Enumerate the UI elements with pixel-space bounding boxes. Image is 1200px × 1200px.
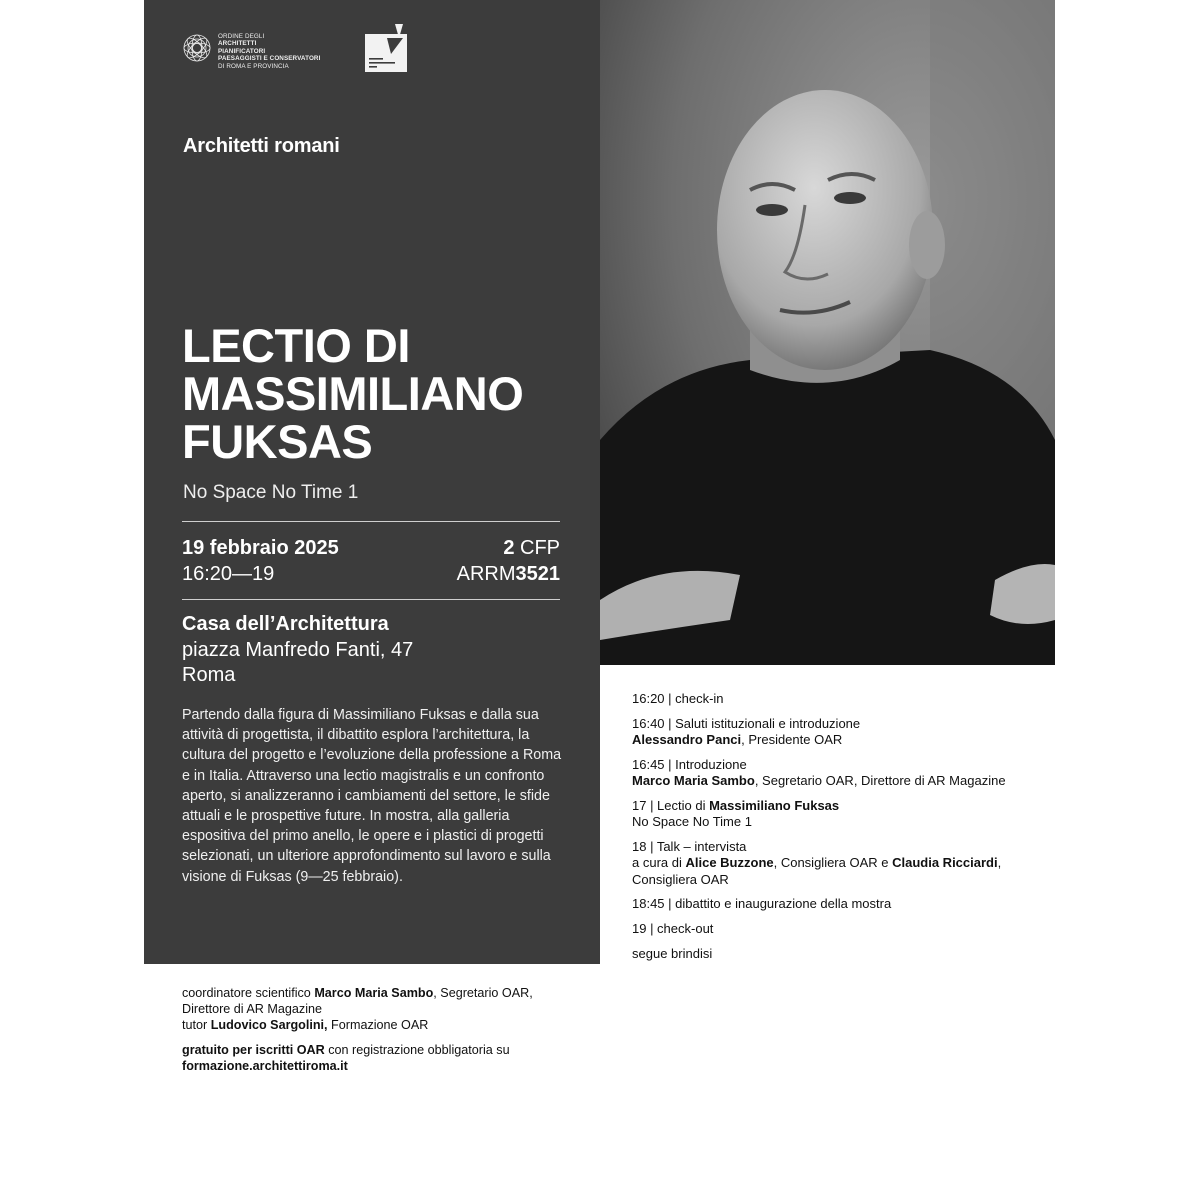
speaker-name: Alice Buzzone <box>685 855 774 871</box>
cfp-number: 2 <box>503 537 515 559</box>
program-item <box>632 946 1032 962</box>
program-line: No Space No Time 1 <box>632 814 752 830</box>
oar-logo-line: ORDINE DEGLI <box>218 33 265 40</box>
cfp-label: CFP <box>520 537 560 559</box>
program-line: Consigliera OAR <box>632 871 729 887</box>
event-description: Partendo dalla figura di Massimiliano Fuksas e dalla sua attività di progettista, il dibattito esplora l’architettura, la cultura del progetto e l’evoluzione della professione a Roma e in Italia. Attraverso una lectio magistralis e un confronto aperto, si analizzeranno i cambiamenti del settore, le sfide attuali e le prospettive future. In mostra, alla galleria espositiva del primo anello, le opere e i plastici di progetti selezionati, un ulteriore approfondimento sul lavoro e sulla visione di Fuksas (9—25 febbraio). <box>182 707 562 885</box>
oar-logo <box>182 33 320 70</box>
page-title <box>182 319 592 468</box>
oar-logo-line: ARCHITETTI <box>218 40 257 48</box>
speaker-name: Marco Maria Sambo <box>632 773 755 789</box>
program-line <box>632 855 1032 871</box>
program-line <box>632 773 1032 789</box>
divider <box>182 521 560 522</box>
program-item <box>632 757 1032 790</box>
oar-logo-line: PAESAGGISTI E CONSERVATORI <box>218 55 321 63</box>
title-line: MASSIMILIANO <box>182 367 524 420</box>
course-code <box>457 563 560 586</box>
program-item <box>632 896 1032 912</box>
casa-architettura-logo <box>365 24 409 72</box>
venue <box>182 612 413 689</box>
program-time-label: 17 | Lectio di <box>632 797 710 813</box>
subtitle: No Space No Time 1 <box>183 482 359 503</box>
event-time: 16:20—19 <box>182 563 275 585</box>
coordinator-info <box>182 985 582 1034</box>
cfp-credits <box>503 537 560 560</box>
tutor-label: tutor <box>182 1018 211 1033</box>
series-label: Architetti romani <box>183 135 340 157</box>
speaker-name: Massimiliano Fuksas <box>709 797 840 813</box>
program-text: a cura di <box>632 855 686 871</box>
program-line: 18 | Talk – intervista <box>632 839 747 855</box>
program-line: 16:45 | Introduzione <box>632 756 747 772</box>
speaker-name: Alessandro Panci <box>632 732 742 748</box>
program-line: 16:40 | Saluti istituzionali e introduzione <box>632 715 861 731</box>
program-line: segue brindisi <box>632 946 713 962</box>
registration-text: con registrazione obbligatoria su <box>324 1042 510 1057</box>
oar-logo-line: PIANIFICATORI <box>218 47 266 55</box>
program-text: , Consigliera OAR e <box>773 855 893 871</box>
coordinator-label: coordinatore scientifico <box>182 986 315 1000</box>
coordinator-role-2: Direttore di AR Magazine <box>182 1002 322 1017</box>
divider <box>182 599 560 600</box>
registration-info <box>182 1042 582 1074</box>
free-label: gratuito per iscritti OAR <box>182 1042 325 1057</box>
credits <box>182 985 582 1082</box>
speaker-role: , Segretario OAR, Direttore di AR Magazine <box>754 773 1006 789</box>
program-item <box>632 691 1032 707</box>
program-line: 16:20 | check-in <box>632 691 724 706</box>
coordinator-role: , Segretario OAR, <box>433 986 533 1000</box>
program-line: 18:45 | dibattito e inaugurazione della mostra <box>632 896 892 912</box>
title-line: LECTIO DI <box>182 319 410 372</box>
program-list <box>632 691 1032 971</box>
portrait-photo <box>600 0 1055 665</box>
coordinator-name: Marco Maria Sambo <box>314 986 434 1000</box>
program-line <box>632 798 1032 814</box>
venue-name: Casa dell’Architettura <box>182 613 389 635</box>
event-date: 19 febbraio 2025 <box>182 537 339 559</box>
program-item <box>632 839 1032 888</box>
program-line <box>632 732 1032 748</box>
program-item <box>632 921 1032 937</box>
venue-city: Roma <box>182 664 236 686</box>
tutor-name: Ludovico Sargolini, <box>210 1018 328 1033</box>
course-code-prefix: ARRM <box>456 563 516 585</box>
oar-emblem-icon <box>182 33 212 63</box>
program-item <box>632 798 1032 831</box>
title-line: FUKSAS <box>182 415 373 468</box>
portrait-illustration <box>600 0 1055 665</box>
oar-logo-line: DI ROMA E PROVINCIA <box>218 62 289 70</box>
program-item <box>632 716 1032 749</box>
program-text: , <box>997 855 1002 871</box>
registration-link[interactable]: formazione.architettiroma.it <box>182 1058 348 1073</box>
venue-address: piazza Manfredo Fanti, 47 <box>182 638 414 661</box>
speaker-role: , Presidente OAR <box>741 732 843 748</box>
tutor-role: Formazione OAR <box>327 1018 429 1033</box>
program-line: 19 | check-out <box>632 921 714 937</box>
speaker-name: Claudia Ricciardi <box>892 855 998 871</box>
course-code-number: 3521 <box>515 563 560 585</box>
